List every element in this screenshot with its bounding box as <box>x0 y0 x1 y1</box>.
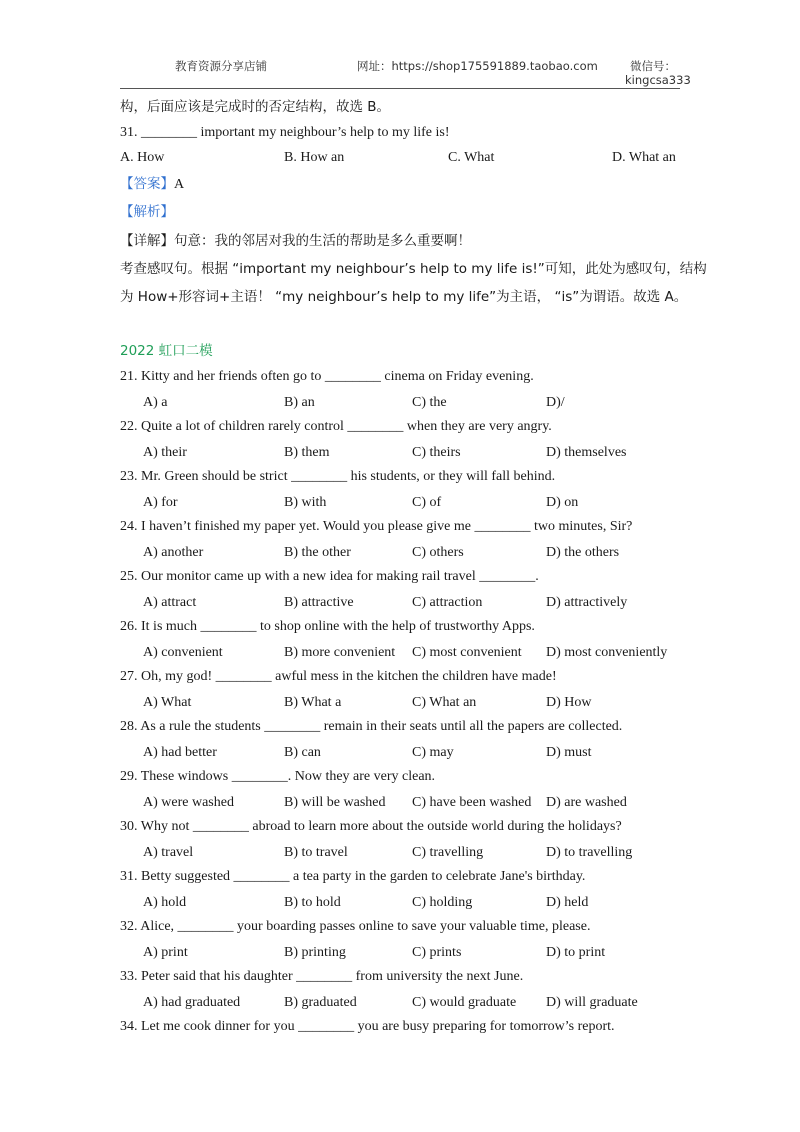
analysis-label: 【解析】 <box>120 204 174 220</box>
question-option-b: B) will be washed <box>284 795 386 810</box>
question-stem: 21. Kitty and her friends often go to ________ cinema on Friday evening. <box>120 369 534 384</box>
question-option-d: D) How <box>546 695 592 710</box>
question-option-b: B) What a <box>284 695 342 710</box>
question-option-a: A) What <box>143 695 192 710</box>
question-option-d: D) attractively <box>546 595 628 610</box>
section-title: 2022 虹口二模 <box>120 343 213 359</box>
question-option-b: B) the other <box>284 545 351 560</box>
question-option-b: B) them <box>284 445 330 460</box>
q31-option-a: A. How <box>120 150 165 165</box>
question-option-d: D) held <box>546 895 589 910</box>
question-option-d: D) the others <box>546 545 620 560</box>
question-option-b: B) printing <box>284 945 346 960</box>
question-option-d: D) to print <box>546 945 606 960</box>
header-website-url[interactable]: https://shop175591889.taobao.com <box>391 59 598 73</box>
question-option-d: D) on <box>546 495 579 510</box>
question-option-c: C) others <box>412 545 464 560</box>
question-option-a: A) print <box>143 945 188 960</box>
question-option-d: D) will graduate <box>546 995 638 1010</box>
question-stem: 24. I haven’t finished my paper yet. Would you please give me ________ two minutes, Sir? <box>120 519 633 534</box>
question-31-prev: 31. ________ important my neighbour’s help to my life is! <box>120 125 450 140</box>
question-stem: 28. As a rule the students ________ remain in their seats until all the papers are collected. <box>120 719 623 734</box>
header-wechat-id: kingcsa333 <box>625 73 691 87</box>
q31-option-c: C. What <box>448 150 495 165</box>
question-option-c: C) most convenient <box>412 645 522 660</box>
header-divider <box>120 88 680 89</box>
header-wechat-label: 微信号： <box>630 59 676 73</box>
question-option-d: D) are washed <box>546 795 627 810</box>
question-stem: 34. Let me cook dinner for you ________ you are busy preparing for tomorrow’s report. <box>120 1019 615 1034</box>
question-option-a: A) hold <box>143 895 187 910</box>
question-option-d: D) themselves <box>546 445 627 460</box>
question-stem: 27. Oh, my god! ________ awful mess in the kitchen the children have made! <box>120 669 557 684</box>
continuation-text: 构，后面应该是完成时的否定结构，故选 B。 <box>120 99 391 115</box>
question-option-c: C) theirs <box>412 445 461 460</box>
question-option-c: C) attraction <box>412 595 483 610</box>
detail-label: 【详解】 <box>120 233 174 249</box>
question-option-a: A) their <box>143 445 187 460</box>
question-option-c: C) travelling <box>412 845 484 860</box>
question-option-a: A) convenient <box>143 645 223 660</box>
question-stem: 22. Quite a lot of children rarely control ________ when they are very angry. <box>120 419 552 434</box>
question-option-b: B) can <box>284 745 321 760</box>
question-stem: 29. These windows ________. Now they are very clean. <box>120 769 436 784</box>
question-option-a: A) a <box>143 395 168 410</box>
question-option-b: B) to travel <box>284 845 348 860</box>
question-stem: 33. Peter said that his daughter ________ from university the next June. <box>120 969 524 984</box>
question-option-d: D) to travelling <box>546 845 633 860</box>
header-website <box>357 58 598 74</box>
explanation-line-2: 为 How+形容词+主语！ “my neighbour’s help to my life”为主语， “is”为谓语。故选 A。 <box>120 289 688 305</box>
question-stem: 32. Alice, ________ your boarding passes online to save your valuable time, please. <box>120 919 591 934</box>
question-option-a: A) another <box>143 545 204 560</box>
question-option-d: D) must <box>546 745 592 760</box>
question-option-c: C) the <box>412 395 447 410</box>
question-stem: 30. Why not ________ abroad to learn more about the outside world during the holidays? <box>120 819 622 834</box>
question-option-b: B) more convenient <box>284 645 396 660</box>
question-option-a: A) for <box>143 495 178 510</box>
q31-option-b: B. How an <box>284 150 345 165</box>
question-option-b: B) with <box>284 495 327 510</box>
question-stem: 31. Betty suggested ________ a tea party in the garden to celebrate Jane's birthday. <box>120 869 586 884</box>
question-option-c: C) of <box>412 495 442 510</box>
answer-line <box>120 175 184 194</box>
question-option-d: D) most conveniently <box>546 645 668 660</box>
q31-option-d: D. What an <box>612 150 676 165</box>
question-option-c: C) would graduate <box>412 995 517 1010</box>
question-option-b: B) attractive <box>284 595 354 610</box>
question-stem: 26. It is much ________ to shop online with the help of trustworthy Apps. <box>120 619 535 634</box>
answer-value: A <box>174 177 185 192</box>
question-option-d: D)/ <box>546 395 565 410</box>
header-website-label: 网址： <box>357 59 392 73</box>
header-shop-name: 教育资源分享店铺 <box>175 59 267 73</box>
answer-label: 【答案】 <box>120 176 174 192</box>
question-option-a: A) had better <box>143 745 217 760</box>
question-option-c: C) What an <box>412 695 477 710</box>
question-option-c: C) holding <box>412 895 473 910</box>
question-option-a: A) had graduated <box>143 995 241 1010</box>
question-stem: 23. Mr. Green should be strict ________ his students, or they will fall behind. <box>120 469 556 484</box>
question-option-a: A) travel <box>143 845 194 860</box>
question-option-c: C) have been washed <box>412 795 532 810</box>
question-option-b: B) graduated <box>284 995 357 1010</box>
analysis-line <box>120 203 174 222</box>
question-stem: 25. Our monitor came up with a new idea for making rail travel ________. <box>120 569 539 584</box>
question-option-b: B) an <box>284 395 315 410</box>
question-option-b: B) to hold <box>284 895 341 910</box>
detail-line <box>120 232 471 250</box>
question-option-c: C) prints <box>412 945 462 960</box>
explanation-line-1: 考查感叹句。根据 “important my neighbour’s help to my life is!”可知，此处为感叹句，结构 <box>120 261 707 277</box>
question-option-a: A) attract <box>143 595 197 610</box>
question-option-a: A) were washed <box>143 795 234 810</box>
question-option-c: C) may <box>412 745 454 760</box>
detail-text: 句意：我的邻居对我的生活的帮助是多么重要啊！ <box>174 233 471 249</box>
